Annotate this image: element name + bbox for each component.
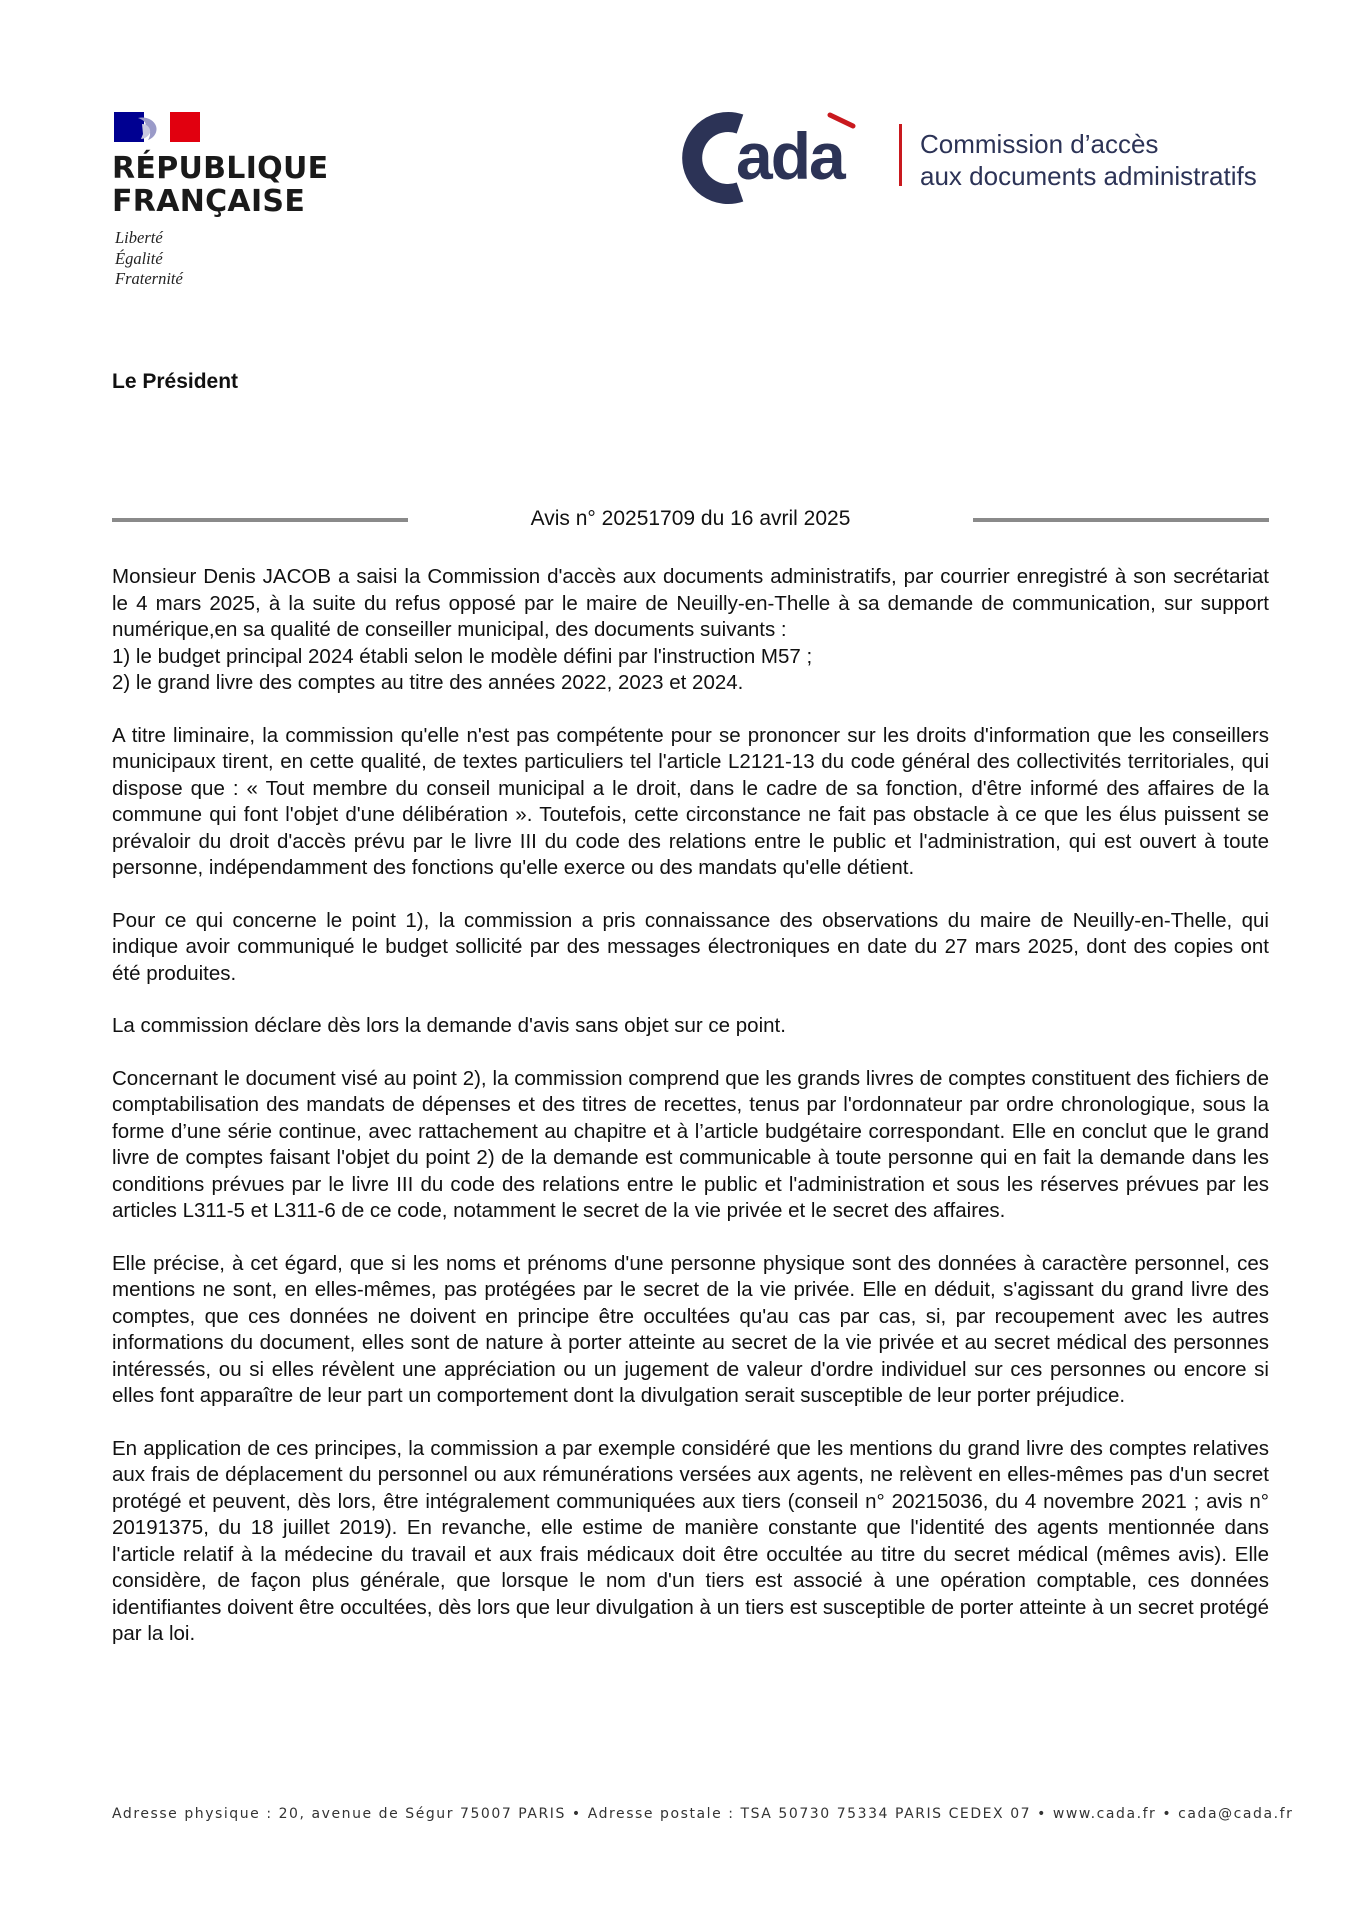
devise-egalite: Égalité: [115, 248, 163, 268]
signer-title: Le Président: [112, 370, 239, 393]
svg-text:ada: ada: [736, 119, 844, 193]
republique-francaise-logo: [112, 112, 332, 302]
saisine-item-1: 1) le budget principal 2024 établi selon le modèle défini par l'instruction M57 ;: [112, 644, 813, 668]
devise-liberte: Liberté: [115, 228, 163, 247]
paragraph-application: En application de ces principes, la commission a par exemple considéré que les mentions du grand livre des comptes relatives aux frais de déplacement du personnel ou aux rémunérations versées aux agents, ne relèvent en elles-mêmes pas d'un secret protégé et peuvent, dès lors, être intégralement communiquées aux tiers (conseil n° 20215036, du 4 novembre 2021 ; avis n° 20191375, du 18 juillet 2019). En revanche, elle estime de manière constante que l'identité des agents mentionnée dans l'article relatif à la médecine du travail et aux frais médicaux doit être occultée au titre du secret médical (mêmes avis). Elle considère, de façon plus générale, que lorsque le nom d'un tiers est associé à une opération comptable, ces données identifiantes doivent être occultées, dès lors que leur divulgation à un tiers est susceptible de porter atteinte à un secret protégé par la loi.: [112, 1436, 1269, 1645]
paragraph-vie-privee: Elle précise, à cet égard, que si les noms et prénoms d'une personne physique sont des données à caractère personnel, ces mentions ne sont, en elles-mêmes, pas protégées par le secret de la vie privée. Elle en déduit, s'agissant du grand livre des comptes, que ces données ne doivent en principe être occultées qu'au cas par cas, si, par recoupement avec les autres informations du document, elles sont de nature à porter atteinte au secret de la vie privée et au secret médical des personnes intéressés, ou si elles révèlent une appréciation ou un jugement de valeur d'ordre individuel sur ces personnes ou encore si elles font apparaître de leur part un comportement dont la divulgation serait susceptible de leur porter préjudice.: [112, 1251, 1269, 1407]
avis-header: [112, 504, 1269, 534]
saisine-item-2: 2) le grand livre des comptes au titre des années 2022, 2023 et 2024.: [112, 671, 744, 694]
avis-title: Avis n° 20251709 du 16 avril 2025: [530, 507, 851, 530]
cada-separator: [899, 124, 902, 186]
title-rule-right: [973, 518, 1269, 522]
saisine-intro: Monsieur Denis JACOB a saisi la Commission d'accès aux documents administratifs, par courrier enregistré à son secrétariat le 4 mars 2025, à la suite du refus opposé par le maire de Neuilly-en-Thelle à sa demande de communication, sur support numérique,en sa qualité de conseiller municipal, des documents suivants :: [112, 565, 1269, 641]
avis-body: [112, 564, 1269, 1674]
cada-full-name: Commission d’accès aux documents administratifs: [920, 129, 1257, 191]
cada-logo-mark: [678, 108, 888, 208]
republique-francaise-wordmark: RÉPUBLIQUE FRANÇAISE: [112, 151, 329, 219]
paragraph-saisine: [112, 564, 1269, 697]
devise-fraternite: Fraternité: [115, 269, 183, 288]
paragraph-point-1: Pour ce qui concerne le point 1), la commission a pris connaissance des observations du maire de Neuilly-en-Thelle, qui indique avoir communiqué le budget sollicité par des messages électroniques en date du 27 mars 2025, dont des copies ont été produites.: [112, 908, 1269, 985]
marianne-flag-icon: [114, 112, 200, 142]
paragraph-sans-objet: La commission déclare dès lors la demande d'avis sans objet sur ce point.: [112, 1014, 786, 1037]
footer-address: Adresse physique : 20, avenue de Ségur 75007 PARIS • Adresse postale : TSA 50730 75334 PARIS CEDEX 07 • www.cada.fr • cada@cada.fr: [112, 1806, 1294, 1822]
devise: [115, 228, 183, 290]
cada-logo: [678, 108, 1278, 208]
paragraph-point-2: Concernant le document visé au point 2), la commission comprend que les grands livres de comptes constituent des fichiers de comptabilisation des mandats de dépenses et des titres de recettes, tenus par l'ordonnateur par ordre chronologique, sous la forme d’une série continue, avec rattachement au chapitre et à l’article budgétaire correspondant. Elle en conclut que le grand livre de comptes faisant l'objet du point 2) de la demande est communicable à toute personne qui en fait la demande dans les conditions prévues par le livre III du code des relations entre le public et l'administration et sous les réserves prévues par les articles L311-5 et L311-6 de ce code, notamment le secret de la vie privée et le secret des affaires.: [112, 1066, 1269, 1222]
paragraph-liminaire: A titre liminaire, la commission qu'elle n'est pas compétente pour se prononcer sur les droits d'information que les conseillers municipaux tirent, en cette qualité, de textes particuliers tel l'article L2121-13 du code général des collectivités territoriales, qui dispose que : « Tout membre du conseil municipal a le droit, dans le cadre de sa fonction, d'être informé des affaires de la commune qui font l'objet d'une délibération ». Toutefois, cette circonstance ne fait pas obstacle à ce que les élus puissent se prévaloir du droit d'accès prévu par le livre III du code des relations entre le public et l'administration, qui est ouvert à toute personne, indépendamment des fonctions qu'elle exerce ou des mandats qu'elle détient.: [112, 723, 1269, 879]
